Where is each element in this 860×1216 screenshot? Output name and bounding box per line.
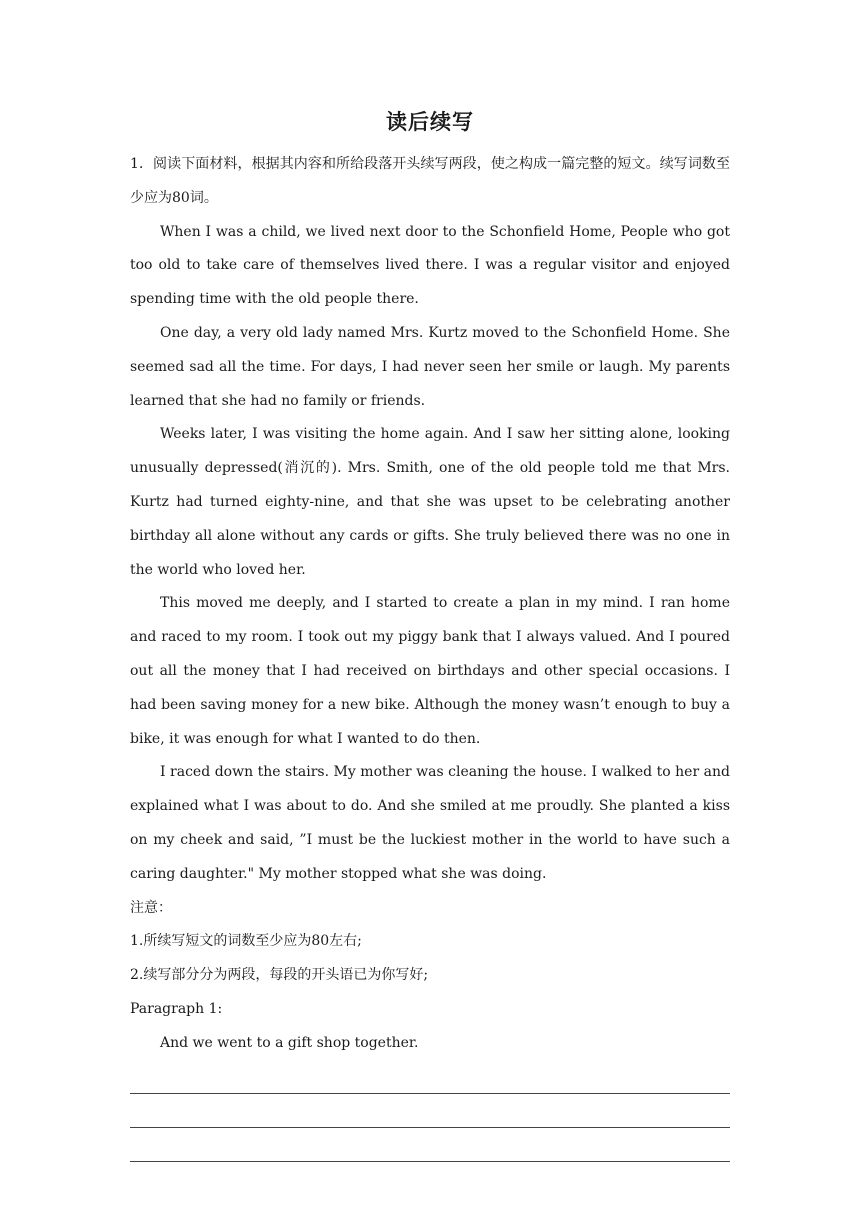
story-paragraph-5: I raced down the stairs. My mother was cleaning the house. I walked to her and explained what I was about to do. And she smiled at me proudly. She planted a kiss on my cheek and said, ”I must be the luckiest mother in the world to have such a caring daughter." My mother stopped what she was doing. xyxy=(130,764,730,882)
instruction-text: 1．阅读下面材料，根据其内容和所给段落开头续写两段，使之构成一篇完整的短文。续写词数至少应为80词。 xyxy=(130,156,730,206)
answer-line[interactable] xyxy=(130,1094,730,1128)
story-paragraph-2: One day, a very old lady named Mrs. Kurtz moved to the Schonfield Home. She seemed sad all the time. For days, I had never seen her smile or laugh. My parents learned that she had no family or friends. xyxy=(130,324,730,409)
paragraph-1-label: Paragraph 1: xyxy=(130,1000,223,1017)
story-paragraph-1: When I was a child, we lived next door to the Schonfield Home, People who got too old to take care of themselves lived there. I was a regular visitor and enjoyed spending time with the old people there. xyxy=(130,223,730,308)
story-paragraph-4: This moved me deeply, and I started to create a plan in my mind. I ran home and raced to my room. I took out my piggy bank that I always valued. And I poured out all the money that I had received on birthdays and other special occasions. I had been saving money for a new bike. Although the money wasn’t enough to buy a bike, it was enough for what I wanted to do then. xyxy=(130,595,730,747)
answer-line[interactable] xyxy=(130,1128,730,1162)
answer-line[interactable] xyxy=(130,1061,730,1095)
story-paragraph-3: Weeks later, I was visiting the home again. And I saw her sitting alone, looking unusually depressed(消沉的). Mrs. Smith, one of the old people told me that Mrs. Kurtz had turned eighty-nine, and that she was upset to be celebrating another birthday all alone without any cards or gifts. She truly believed there was no one in the world who loved her. xyxy=(130,426,730,578)
note-item-2: 2.续写部分分为两段，每段的开头语已为你写好; xyxy=(130,967,429,984)
paragraph-1-opening: And we went to a gift shop together. xyxy=(160,1034,419,1051)
notes-heading: 注意： xyxy=(130,899,172,916)
worksheet xyxy=(130,108,730,1162)
answer-lines xyxy=(130,1061,730,1162)
note-item-1: 1.所续写短文的词数至少应为80左右; xyxy=(130,933,362,950)
page-title: 读后续写 xyxy=(386,109,474,134)
